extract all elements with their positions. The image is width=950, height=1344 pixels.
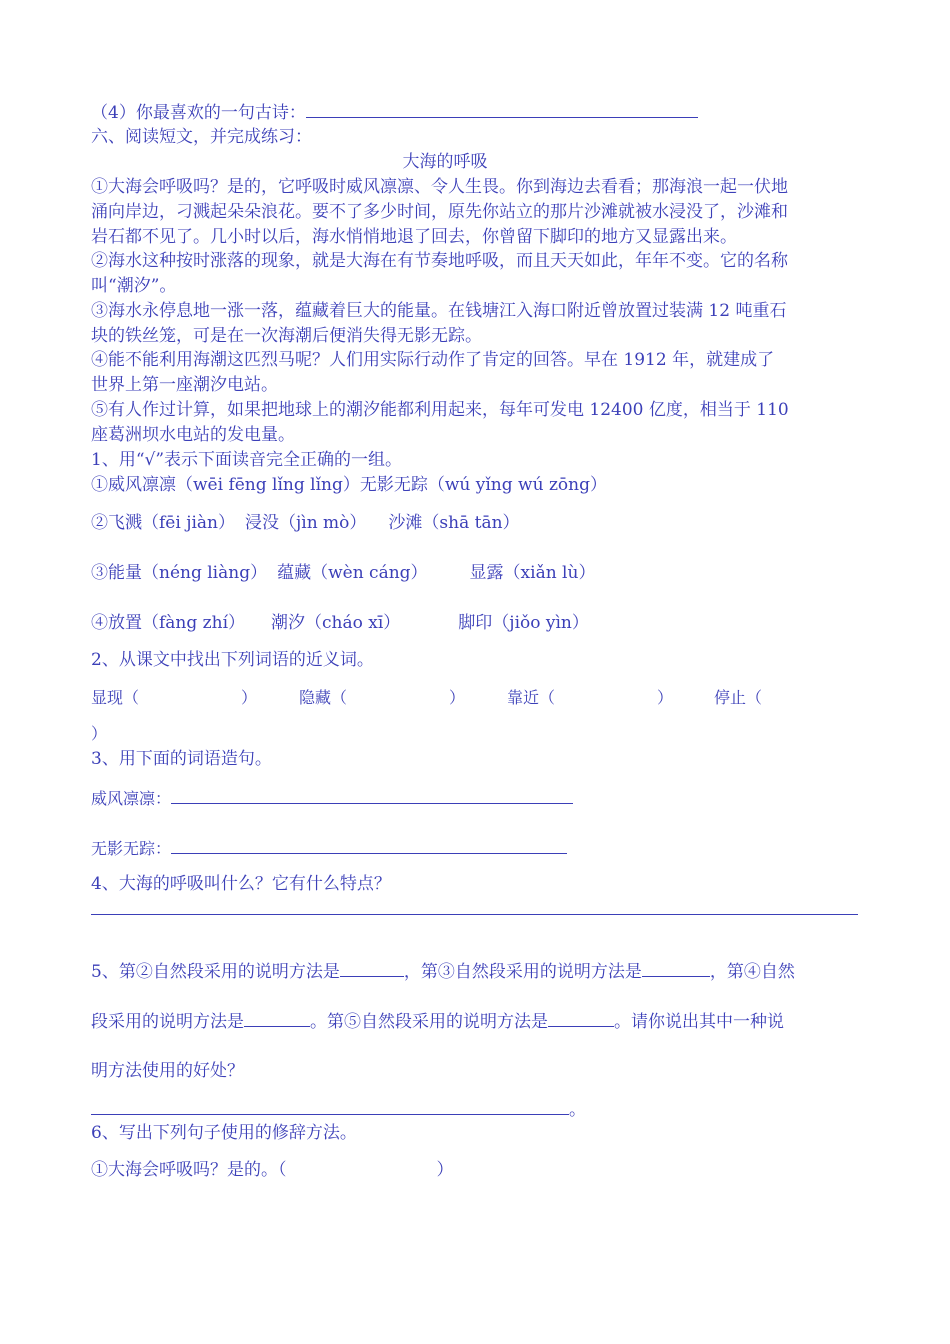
option-item: 浸没（jìn mò） [245, 513, 367, 533]
answer-blank[interactable] [340, 959, 404, 977]
passage-line: 涌向岸边，刁溅起朵朵浪花。要不了多少时间，原先你站立的那片沙滩就被水浸没了，沙滩和 [91, 202, 788, 222]
passage-line: ⑤有人作过计算，如果把地球上的潮汐能都利用起来，每年可发电 12400 亿度，相当于 110 [91, 400, 789, 420]
passage-line: 块的铁丝笼，可是在一次海潮后便消失得无影无踪。 [91, 326, 482, 346]
question-3-prompt: 3、用下面的词语造句。 [91, 749, 272, 769]
synonym-close: ） [449, 688, 466, 707]
pinyin-option-1[interactable] [91, 473, 607, 497]
passage-line: 叫“潮汐”。 [91, 276, 177, 296]
option-item: 显露（xiǎn lù） [469, 563, 596, 583]
option-item: 沙滩（shā tān） [388, 513, 520, 533]
question-text: 。请你说出其中一种说 [614, 1012, 784, 1032]
question-text: 。 [569, 1100, 586, 1120]
synonym-close: ） [241, 688, 258, 707]
sentence-2 [91, 836, 567, 861]
question-4-prompt: 4、大海的呼吸叫什么？它有什么特点？ [91, 874, 391, 894]
answer-line[interactable] [91, 914, 858, 915]
passage-line: ②海水这种按时涨落的现象，就是大海在有节奏地呼吸，而且天天如此，年年不变。它的名称 [91, 251, 788, 271]
option-item: ③能量（néng liàng） [91, 563, 268, 583]
question-5-line [91, 959, 795, 984]
option-item: 脚印（jiǒo yìn） [458, 613, 589, 633]
pinyin-option-3[interactable] [91, 561, 595, 585]
question-5-line [91, 1009, 784, 1034]
answer-blank[interactable] [91, 1097, 569, 1115]
answer-blank[interactable] [306, 100, 698, 118]
section-heading: 六、阅读短文，并完成练习： [91, 127, 312, 147]
synonym-word: 停止（ [714, 688, 763, 707]
passage-line: 座葛洲坝水电站的发电量。 [91, 425, 295, 445]
question-text: 段采用的说明方法是 [91, 1012, 244, 1032]
synonym-word: 隐藏（ [299, 688, 348, 707]
question-4-favorite-poem [91, 100, 698, 125]
question-5-answer [91, 1097, 586, 1122]
answer-blank[interactable] [171, 786, 573, 804]
sentence-word: 无影无踪： [91, 839, 172, 858]
passage-line: 岩石都不见了。几小时以后，海水悄悄地退了回去，你曾留下脚印的地方又显露出来。 [91, 227, 737, 247]
answer-blank[interactable] [548, 1009, 614, 1027]
synonym-word: 靠近（ [507, 688, 556, 707]
sentence-1 [91, 786, 573, 811]
rhetoric-sentence-1 [91, 1158, 454, 1182]
passage-line: ④能不能利用海潮这匹烈马呢？人们用实际行动作了肯定的回答。早在 1912 年，就建成了 [91, 350, 775, 370]
option-item: ①威风凛凛（wēi fēng lǐng lǐng） [91, 475, 360, 495]
option-item: 无影无踪（wú yǐng wú zōng） [359, 475, 607, 495]
sentence-text: ①大海会呼吸吗？是的。（ [91, 1160, 287, 1180]
pinyin-option-4[interactable] [91, 611, 589, 635]
sentence-text: ） [436, 1160, 454, 1180]
question-text: ，第④自然 [709, 962, 795, 982]
pinyin-option-2[interactable] [91, 511, 520, 535]
passage-line: ①大海会呼吸吗？是的，它呼吸时威风凛凛、令人生畏。你到海边去看看；那海浪一起一伏地 [91, 177, 788, 197]
answer-blank[interactable] [642, 959, 710, 977]
option-item: 潮汐（cháo xī） [271, 613, 401, 633]
answer-blank[interactable] [244, 1009, 310, 1027]
synonym-close: ） [657, 688, 674, 707]
option-item: ②飞溅（fēi jiàn） [91, 513, 235, 533]
passage-line: ③海水永停息地一涨一落，蕴藏着巨大的能量。在钱塘江入海口附近曾放置过装满 12 吨重石 [91, 301, 787, 321]
passage-title: 大海的呼吸 [402, 152, 488, 172]
question-text: 。第⑤自然段采用的说明方法是 [310, 1012, 548, 1032]
question-label: （4）你最喜欢的一句古诗： [91, 103, 306, 123]
option-item: 蕴藏（wèn cáng） [277, 563, 428, 583]
question-text: ，第③自然段采用的说明方法是 [403, 962, 642, 982]
passage-line: 世界上第一座潮汐电站。 [91, 375, 278, 395]
synonym-close-wrapped: ） [91, 724, 108, 743]
question-5-line: 明方法使用的好处？ [91, 1061, 244, 1081]
question-6-prompt: 6、写出下列句子使用的修辞方法。 [91, 1123, 357, 1143]
answer-blank[interactable] [171, 836, 567, 854]
sentence-word: 威风凛凛： [91, 789, 172, 808]
synonym-word: 显现（ [91, 688, 140, 707]
option-item: ④放置（fàng zhí） [91, 613, 246, 633]
question-text: 5、第②自然段采用的说明方法是 [91, 962, 340, 982]
question-1-prompt: 1、用“√”表示下面读音完全正确的一组。 [91, 450, 403, 470]
question-2-prompt: 2、从课文中找出下列词语的近义词。 [91, 650, 374, 670]
